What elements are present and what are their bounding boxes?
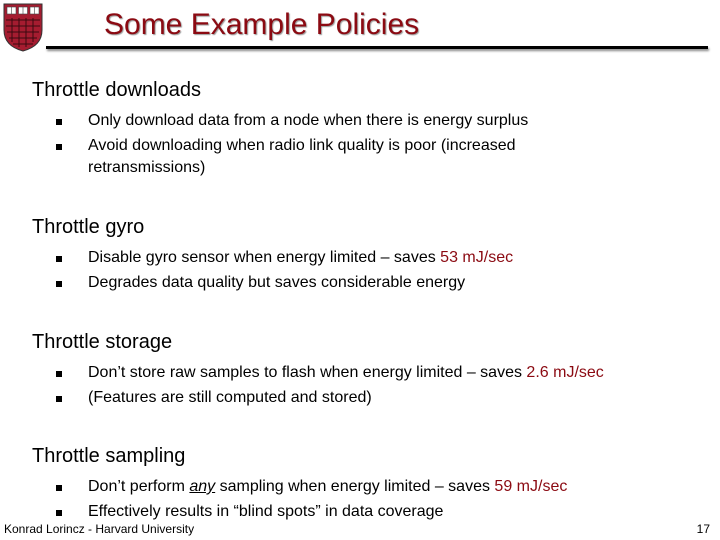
emphasis-text: any: [189, 478, 216, 495]
list-item: [32, 387, 604, 409]
bullet-text: Only download data from a node when there is energy surplus: [88, 112, 529, 129]
section-heading: Throttle gyro: [32, 216, 145, 238]
bullet-text: Disable gyro sensor when energy limited – saves: [88, 249, 441, 266]
section-throttle-downloads: [32, 78, 608, 182]
section-heading: Throttle sampling: [32, 445, 186, 467]
bullet-text: Avoid downloading when radio link quality is poor (increased retransmissions): [88, 137, 516, 176]
section-heading: Throttle storage: [32, 331, 173, 353]
square-bullet-icon: [56, 119, 62, 125]
list-item: [32, 476, 567, 498]
square-bullet-icon: [56, 256, 62, 262]
square-bullet-icon: [56, 396, 62, 402]
footer-author: Konrad Lorincz - Harvard University: [4, 522, 195, 536]
energy-value: 2.6 mJ/sec: [526, 364, 604, 381]
bullet-list: [32, 110, 608, 179]
bullet-text: sampling when energy limited – saves: [215, 478, 495, 495]
energy-value: 53 mJ/sec: [440, 249, 514, 266]
list-item: [32, 362, 604, 384]
energy-value: 59 mJ/sec: [494, 478, 568, 495]
bullet-list: [32, 362, 604, 409]
bullet-text: Don’t store raw samples to flash when energy limited – saves: [88, 364, 527, 381]
section-throttle-storage: [32, 330, 604, 412]
square-bullet-icon: [56, 144, 62, 150]
page-number: 17: [696, 522, 710, 536]
list-item: [32, 110, 608, 132]
section-heading: Throttle downloads: [32, 79, 201, 101]
bullet-text: Don’t perform: [88, 478, 190, 495]
slide-title: Some Example Policies: [104, 8, 420, 41]
bullet-list: [32, 476, 567, 523]
bullet-text: (Features are still computed and stored): [88, 389, 372, 406]
bullet-text: Effectively results in “blind spots” in data coverage: [88, 503, 444, 520]
square-bullet-icon: [56, 281, 62, 287]
list-item: [32, 501, 567, 523]
title-underline: [46, 46, 708, 49]
bullet-list: [32, 247, 513, 294]
list-item: [32, 247, 513, 269]
section-throttle-sampling: [32, 444, 567, 526]
bullet-text: Degrades data quality but saves considerable energy: [88, 274, 466, 291]
harvard-shield-icon: [2, 2, 44, 52]
list-item: [32, 272, 513, 294]
square-bullet-icon: [56, 485, 62, 491]
square-bullet-icon: [56, 371, 62, 377]
section-throttle-gyro: [32, 215, 513, 297]
square-bullet-icon: [56, 510, 62, 516]
list-item: [32, 135, 608, 179]
